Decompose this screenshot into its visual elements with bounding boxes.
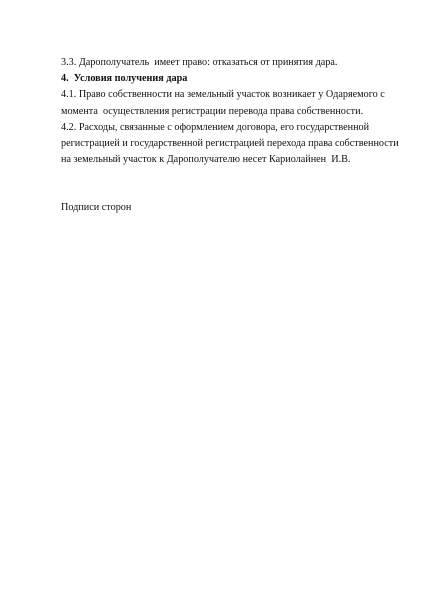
spacer [61, 168, 406, 200]
clause-4-1-line-1: 4.1. Право собственности на земельный участок возникает у Одаряемого с [61, 89, 385, 101]
section-4-heading: 4. Условия получения дара [61, 73, 188, 85]
signatures-label: Подписи сторон [61, 202, 132, 214]
clause-4-1-line-2: момента осуществления регистрации перевода права собственности. [61, 105, 364, 117]
clause-4-2-line-3: на земельный участок к Дарополучателю несет Кариолайнен И.В. [61, 154, 351, 166]
document-page [61, 55, 406, 217]
clause-4-2-line-2: регистрацией и государственной регистрацией перехода права собственности [61, 138, 399, 150]
clause-4-2-line-1: 4.2. Расходы, связанные с оформлением договора, его государственной [61, 121, 370, 133]
clause-3-3: 3.3. Дарополучатель имеет право: отказаться от принятия дара. [61, 57, 338, 68]
